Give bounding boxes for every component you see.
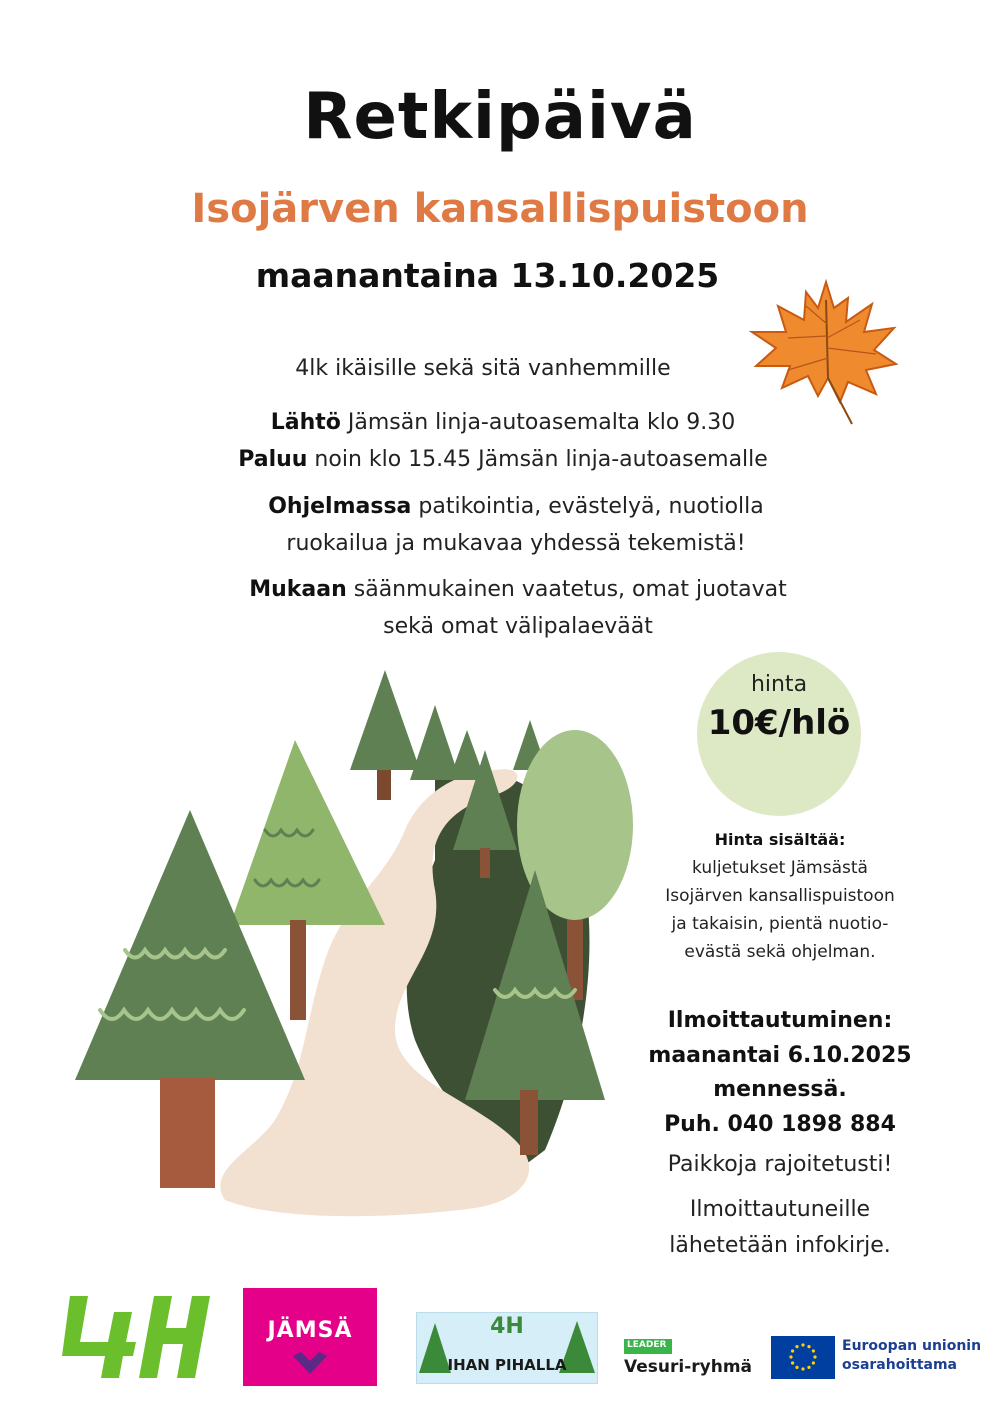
destination-subtitle: Isojärven kansallispuistoon — [191, 186, 809, 232]
program-text-1: patikointia, evästelyä, nuotiolla — [411, 494, 764, 519]
return-text: noin klo 15.45 Jämsän linja-autoasemalle — [307, 447, 768, 472]
departure-label: Lähtö — [270, 410, 341, 435]
leader-badge-text: LEADER — [627, 1340, 667, 1350]
heart-icon — [291, 1352, 329, 1378]
price-label: hinta — [750, 672, 808, 697]
includes-line: Isojärven kansallispuistoon — [665, 886, 895, 906]
program-label: Ohjelmassa — [268, 494, 412, 519]
vesuri-logo-text: Vesuri-ryhmä — [624, 1357, 752, 1377]
fourh-logo — [62, 1290, 212, 1382]
bring-text-1: säänmukainen vaatetus, omat juotavat — [346, 577, 787, 602]
return-line — [0, 447, 1000, 472]
includes-line: kuljetukset Jämsästä — [692, 858, 868, 878]
return-label: Paluu — [238, 447, 308, 472]
registration-deadline: maanantai 6.10.2025 — [648, 1043, 912, 1068]
audience-text: 4lk ikäisille sekä sitä vanhemmille — [295, 356, 671, 381]
includes-line: evästä sekä ohjelman. — [684, 942, 876, 962]
pihalla-logo-text: IHAN PIHALLA — [447, 1356, 567, 1374]
maple-leaf-icon — [748, 278, 900, 426]
eu-funding-text-2: osarahoittama — [842, 1357, 958, 1373]
jamsa-logo-text: JÄMSÄ — [267, 1318, 353, 1343]
forest-path-illustration — [55, 660, 645, 1220]
pihalla-fourh-text: 4H — [490, 1314, 524, 1339]
info-letter-note-2: lähetetään infokirje. — [669, 1233, 891, 1258]
program-line-2: ruokailua ja mukavaa yhdessä tekemistä! — [286, 531, 746, 556]
event-date: maanantaina 13.10.2025 — [255, 256, 720, 295]
departure-text: Jämsän linja-autoasemalta klo 9.30 — [340, 410, 736, 435]
limited-places-note: Paikkoja rajoitetusti! — [667, 1152, 893, 1177]
bring-line-1 — [0, 577, 1000, 602]
registration-deadline-suffix: mennessä. — [713, 1077, 847, 1102]
bring-label: Mukaan — [249, 577, 347, 602]
page-title: Retkipäivä — [303, 80, 697, 154]
departure-line — [0, 410, 1000, 435]
program-line-1 — [0, 494, 1000, 519]
eu-funding-text-1: Euroopan unionin — [842, 1338, 982, 1354]
bring-line-2: sekä omat välipalaeväät — [383, 614, 653, 639]
includes-title: Hinta sisältää: — [714, 830, 846, 849]
eu-flag-icon — [771, 1336, 835, 1379]
registration-phone: Puh. 040 1898 884 — [664, 1112, 896, 1137]
registration-heading: Ilmoittautuminen: — [667, 1008, 893, 1033]
price-value: 10€/hlö — [707, 703, 851, 743]
info-letter-note-1: Ilmoittautuneille — [689, 1197, 871, 1222]
includes-line: ja takaisin, pientä nuotio- — [671, 914, 889, 934]
